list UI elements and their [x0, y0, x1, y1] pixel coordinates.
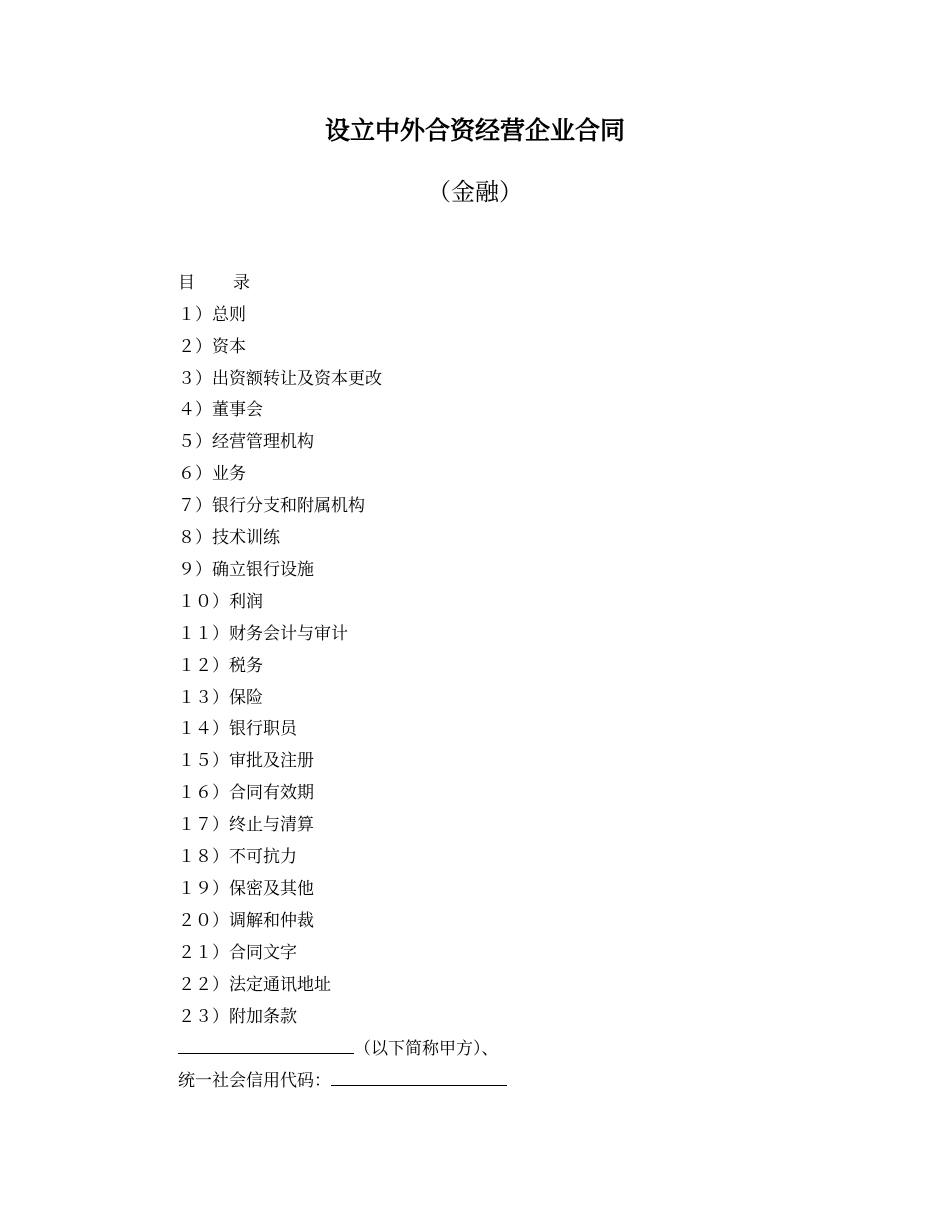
toc-item: ３）出资额转让及资本更改	[178, 369, 382, 389]
toc-item: １１）财务会计与审计	[178, 624, 348, 644]
party-a-name-blank[interactable]	[178, 1037, 354, 1054]
toc-item: １）总则	[178, 305, 246, 325]
toc-item: １６）合同有效期	[178, 783, 314, 803]
toc-item: ９）确立银行设施	[178, 560, 314, 580]
toc-item: ５）经营管理机构	[178, 432, 314, 452]
toc-item: ２）资本	[178, 337, 246, 357]
toc-item: ２３）附加条款	[178, 1007, 297, 1027]
toc-heading-left: 目	[178, 273, 195, 293]
toc-item: ７）银行分支和附属机构	[178, 496, 365, 516]
toc-item: １９）保密及其他	[178, 879, 314, 899]
document-title: 设立中外合资经营企业合同	[324, 116, 625, 145]
toc-item: １０）利润	[178, 592, 263, 612]
toc-item: １４）银行职员	[178, 719, 297, 739]
party-a-suffix: （以下简称甲方）、	[354, 1039, 499, 1059]
toc-item: ２２）法定通讯地址	[178, 975, 331, 995]
toc-item: １７）终止与清算	[178, 815, 314, 835]
credit-code-label: 统一社会信用代码：	[178, 1071, 331, 1091]
toc-item: １５）审批及注册	[178, 751, 314, 771]
toc-item: １２）税务	[178, 656, 263, 676]
toc-heading	[178, 272, 250, 294]
toc-item: ４）董事会	[178, 400, 263, 420]
toc-item: ６）业务	[178, 464, 246, 484]
document-subtitle: （金融）	[427, 178, 523, 206]
toc-item: １３）保险	[178, 688, 263, 708]
toc-item: ２１）合同文字	[178, 943, 297, 963]
credit-code-line	[178, 1069, 507, 1092]
toc-item: １８）不可抗力	[178, 847, 297, 867]
toc-item: ８）技术训练	[178, 528, 280, 548]
toc-item: ２０）调解和仲裁	[178, 911, 314, 931]
party-a-line	[178, 1037, 499, 1060]
toc-heading-right: 录	[233, 273, 250, 293]
credit-code-blank[interactable]	[331, 1069, 507, 1086]
